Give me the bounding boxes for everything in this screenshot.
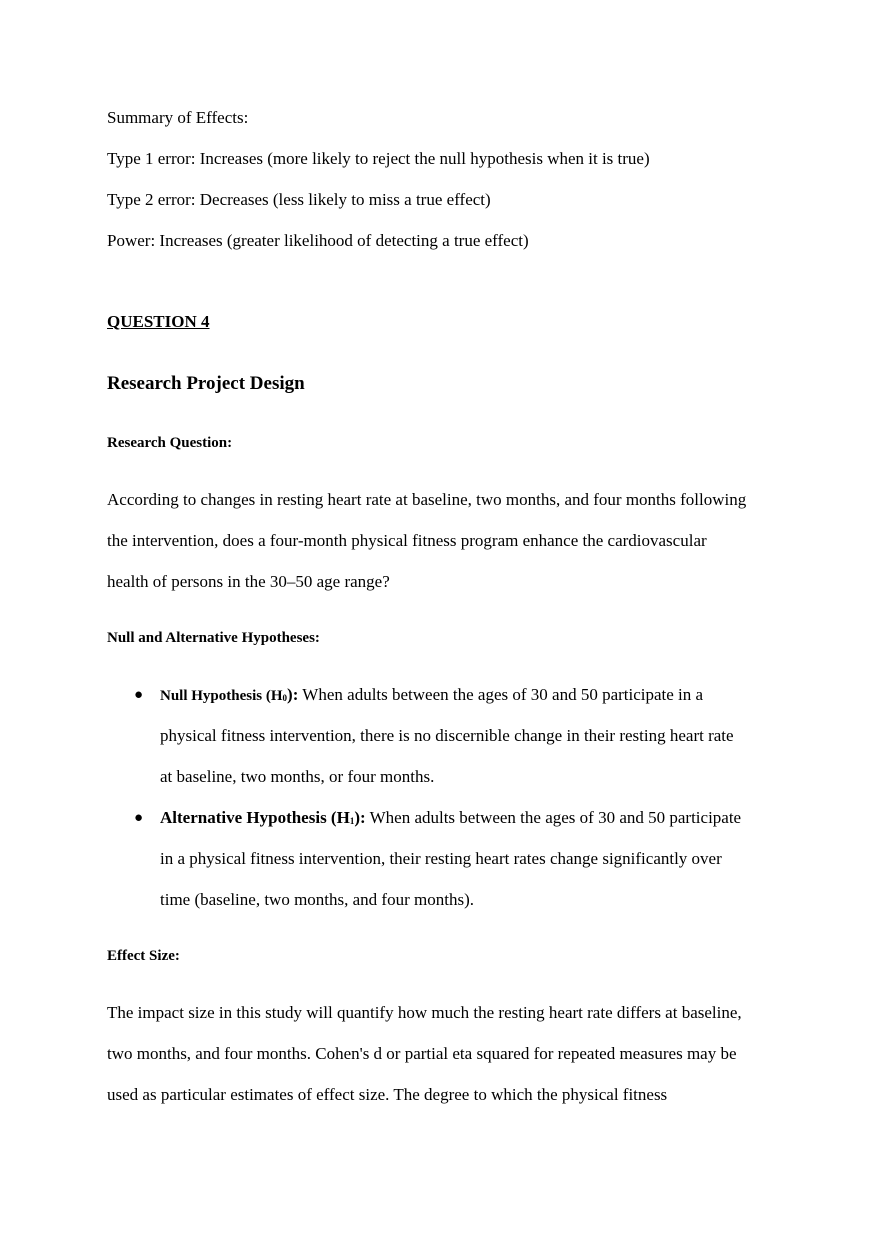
question-heading: QUESTION 4 [107,312,210,331]
alternative-hypothesis-line: time (baseline, two months, and four months). [160,890,474,909]
null-hypothesis-line: physical fitness intervention, there is no discernible change in their resting heart rate [160,726,734,745]
null-hypothesis-label: Null Hypothesis ($H_0$ [160,688,288,704]
alternative-hypothesis-text: When adults between the ages of 30 and 50 participate [365,808,742,827]
bullet-icon: ● [134,687,144,703]
null-hypothesis-line: at baseline, two months, or four months. [160,767,435,786]
summary-type1-error: Type 1 error: Increases (more likely to reject the null hypothesis when it is true) [107,149,650,168]
research-question-line: health of persons in the 30–50 age range? [107,572,390,591]
alternative-hypothesis-item [160,809,741,826]
bullet-icon: ● [134,810,144,826]
research-question-line: the intervention, does a four-month physical fitness program enhance the cardiovascular [107,531,707,550]
alternative-hypothesis-line: in a physical fitness intervention, their resting heart rates change significantly over [160,849,722,868]
summary-title: Summary of Effects: [107,108,249,127]
page-title: Research Project Design [107,373,305,394]
summary-power: Power: Increases (greater likelihood of detecting a true effect) [107,231,529,250]
alternative-hypothesis-label: Alternative Hypothesis $(H_1)$: [160,808,366,827]
research-question-line: According to changes in resting heart rate at baseline, two months, and four months following [107,490,747,509]
null-hypothesis-text: When adults between the ages of 30 and 50 participate in a [298,685,704,704]
hypotheses-label: Null and Alternative Hypotheses: [107,630,320,646]
null-hypothesis-item [160,686,703,704]
effect-size-line: two months, and four months. Cohen's d or partial eta squared for repeated measures may be [107,1044,737,1063]
effect-size-line: The impact size in this study will quantify how much the resting heart rate differs at baseline, [107,1003,742,1022]
effect-size-label: Effect Size: [107,948,180,964]
effect-size-line: used as particular estimates of effect size. The degree to which the physical fitness [107,1085,668,1104]
summary-type2-error: Type 2 error: Decreases (less likely to miss a true effect) [107,190,491,209]
null-hypothesis-label-end: ): [287,685,299,704]
research-question-label: Research Question: [107,435,233,451]
